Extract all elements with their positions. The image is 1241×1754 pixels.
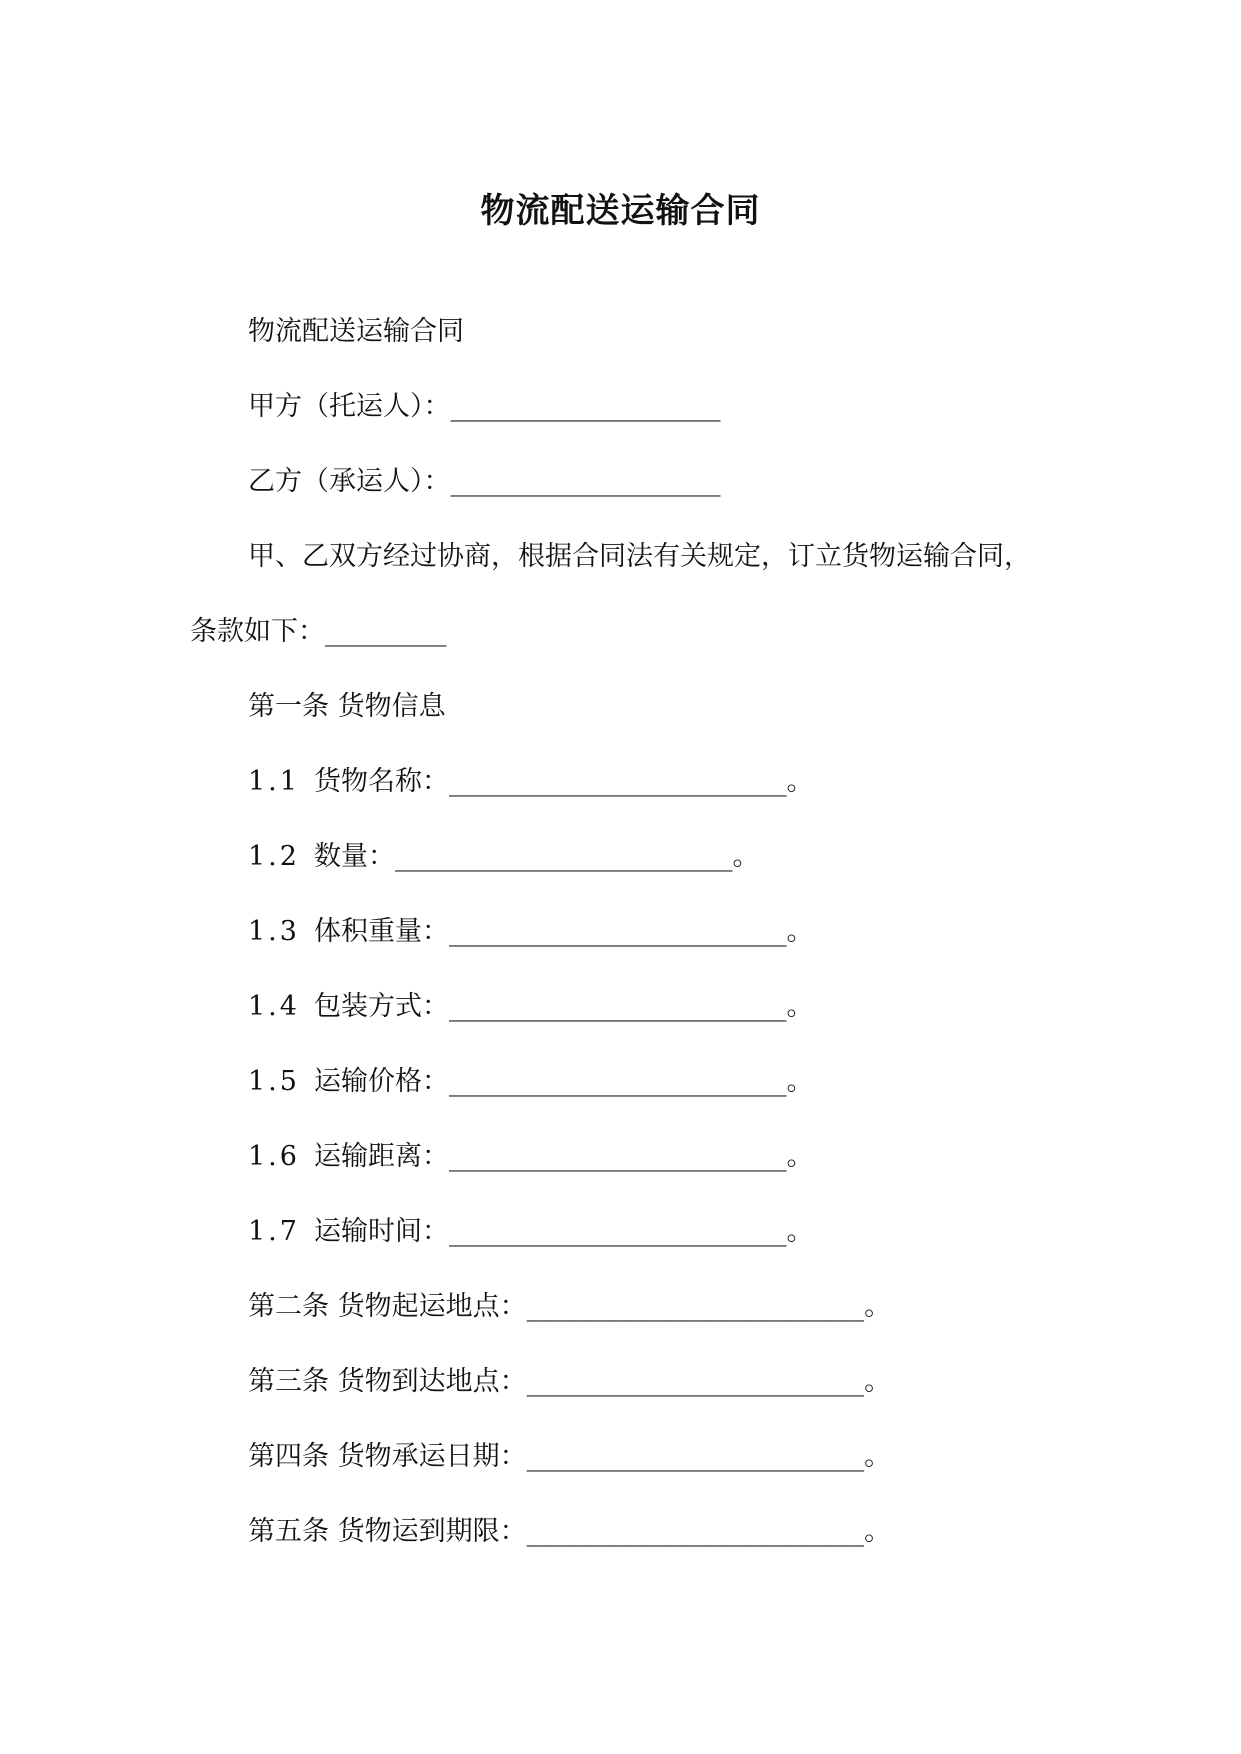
item-1-7 — [248, 1212, 813, 1252]
article-1-heading: 第一条 货物信息 — [248, 691, 446, 722]
item-text: 数量：_________________________。 — [313, 841, 760, 872]
item-1-1 — [248, 762, 813, 802]
page-title: 物流配送运输合同 — [480, 191, 761, 231]
party-a-line: 甲方（托运人）：____________________ — [248, 391, 721, 422]
item-1-2 — [248, 837, 759, 877]
article-5: 第五条 货物运到期限：_________________________。 — [248, 1516, 892, 1547]
item-text: 体积重量：_________________________。 — [313, 916, 814, 947]
article-3: 第三条 货物到达地点：_________________________。 — [248, 1366, 892, 1397]
item-text: 运输时间：_________________________。 — [313, 1216, 814, 1247]
item-number: 1.1 — [248, 766, 300, 797]
article-4: 第四条 货物承运日期：_________________________。 — [248, 1441, 892, 1472]
intro-line-2: 条款如下：_________ — [190, 616, 447, 647]
item-number: 1.4 — [248, 991, 300, 1022]
item-number: 1.3 — [248, 916, 300, 947]
item-text: 包装方式：_________________________。 — [313, 991, 814, 1022]
item-text: 运输距离：_________________________。 — [313, 1141, 814, 1172]
item-text: 货物名称：_________________________。 — [313, 766, 814, 797]
item-1-6 — [248, 1137, 813, 1177]
party-b-line: 乙方（承运人）：____________________ — [248, 466, 721, 497]
contract-heading: 物流配送运输合同 — [248, 316, 464, 347]
item-number: 1.2 — [248, 841, 300, 872]
article-2: 第二条 货物起运地点：_________________________。 — [248, 1291, 892, 1322]
intro-line-1: 甲、乙双方经过协商，根据合同法有关规定，订立货物运输合同， — [248, 541, 1031, 572]
item-1-3 — [248, 912, 813, 952]
item-1-4 — [248, 987, 813, 1027]
item-number: 1.6 — [248, 1141, 300, 1172]
item-number: 1.7 — [248, 1216, 300, 1247]
item-1-5 — [248, 1062, 813, 1102]
item-number: 1.5 — [248, 1066, 300, 1097]
item-text: 运输价格：_________________________。 — [313, 1066, 814, 1097]
